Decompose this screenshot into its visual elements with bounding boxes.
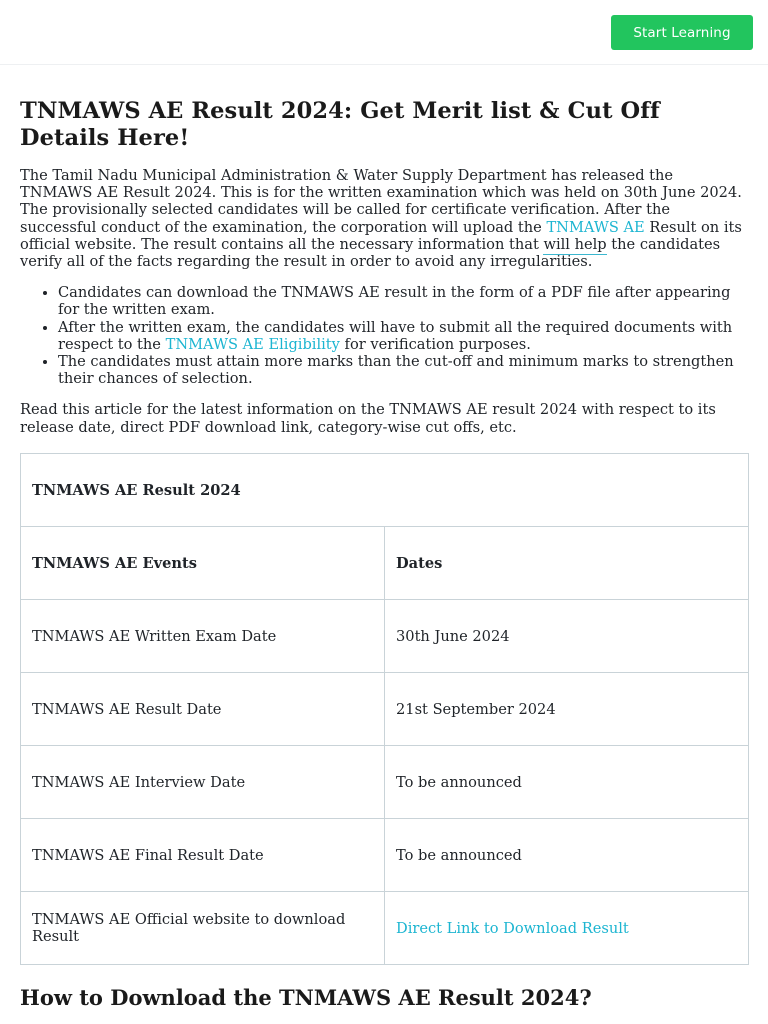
list-item — [58, 353, 750, 387]
tnmaws-ae-link[interactable]: TNMAWS AE — [546, 218, 645, 236]
list-item — [58, 319, 750, 353]
table-row — [21, 600, 749, 673]
bullet-1-text: Candidates can download the TNMAWS AE result in the form of a PDF file after appearing for the written exam. — [58, 284, 731, 319]
date-cell: To be announced — [385, 819, 749, 892]
download-result-link[interactable]: Direct Link to Download Result — [396, 919, 629, 937]
page-title: TNMAWS AE Result 2024: Get Merit list & Cut Off Details Here! — [20, 98, 660, 151]
table-caption-row — [21, 454, 749, 527]
table-caption: TNMAWS AE Result 2024 — [21, 454, 749, 527]
date-cell: To be announced — [385, 746, 749, 819]
date-cell: 21st September 2024 — [385, 673, 749, 746]
intro-text-3: the candidates verify all of the facts regarding the result in order to avoid any irregularities. — [20, 235, 721, 271]
intro-text-2: Result on its official website. The result contains all the necessary information that — [20, 218, 742, 253]
event-cell: TNMAWS AE Result Date — [21, 673, 385, 746]
table-row — [21, 746, 749, 819]
key-points-list — [20, 284, 750, 387]
event-cell: TNMAWS AE Interview Date — [21, 746, 385, 819]
event-cell: TNMAWS AE Official website to download Result — [21, 892, 385, 965]
top-bar — [0, 0, 768, 65]
event-cell: TNMAWS AE Final Result Date — [21, 819, 385, 892]
list-item — [58, 284, 750, 318]
table-header-row — [21, 527, 749, 600]
article-body — [20, 98, 750, 436]
bullet-3-text: The candidates must attain more marks than the cut-off and minimum marks to strengthen their chances of selection. — [58, 353, 734, 388]
date-cell — [385, 892, 749, 965]
start-learning-button[interactable]: Start Learning — [611, 15, 753, 50]
table-row — [21, 892, 749, 965]
read-more-paragraph: Read this article for the latest information on the TNMAWS AE result 2024 with respect to its release date, direct PDF download link, category-wise cut offs, etc. — [20, 401, 716, 436]
table-row — [21, 673, 749, 746]
bullet-2-text-post: for verification purposes. — [339, 335, 531, 353]
bullet-2-text-pre: After the written exam, the candidates will have to submit all the required documents with respect to the — [58, 318, 733, 353]
eligibility-link[interactable]: TNMAWS AE Eligibility — [165, 335, 340, 353]
intro-paragraph — [20, 167, 750, 270]
section-heading: How to Download the TNMAWS AE Result 2024? — [20, 985, 592, 1010]
column-header-events: TNMAWS AE Events — [21, 527, 385, 600]
date-cell: 30th June 2024 — [385, 600, 749, 673]
intro-text-1: The Tamil Nadu Municipal Administration & Water Supply Department has released the TNMAWS AE Result 2024. This is for the written examination which was held on 30th June 2024. The provisionally selected candidates will be called for certificate verification. After the successful conduct of the examination, the corporation will upload the — [20, 167, 742, 236]
result-table — [20, 453, 749, 965]
table-row — [21, 819, 749, 892]
column-header-dates: Dates — [385, 527, 749, 600]
intro-highlight: will help — [543, 235, 607, 253]
event-cell: TNMAWS AE Written Exam Date — [21, 600, 385, 673]
